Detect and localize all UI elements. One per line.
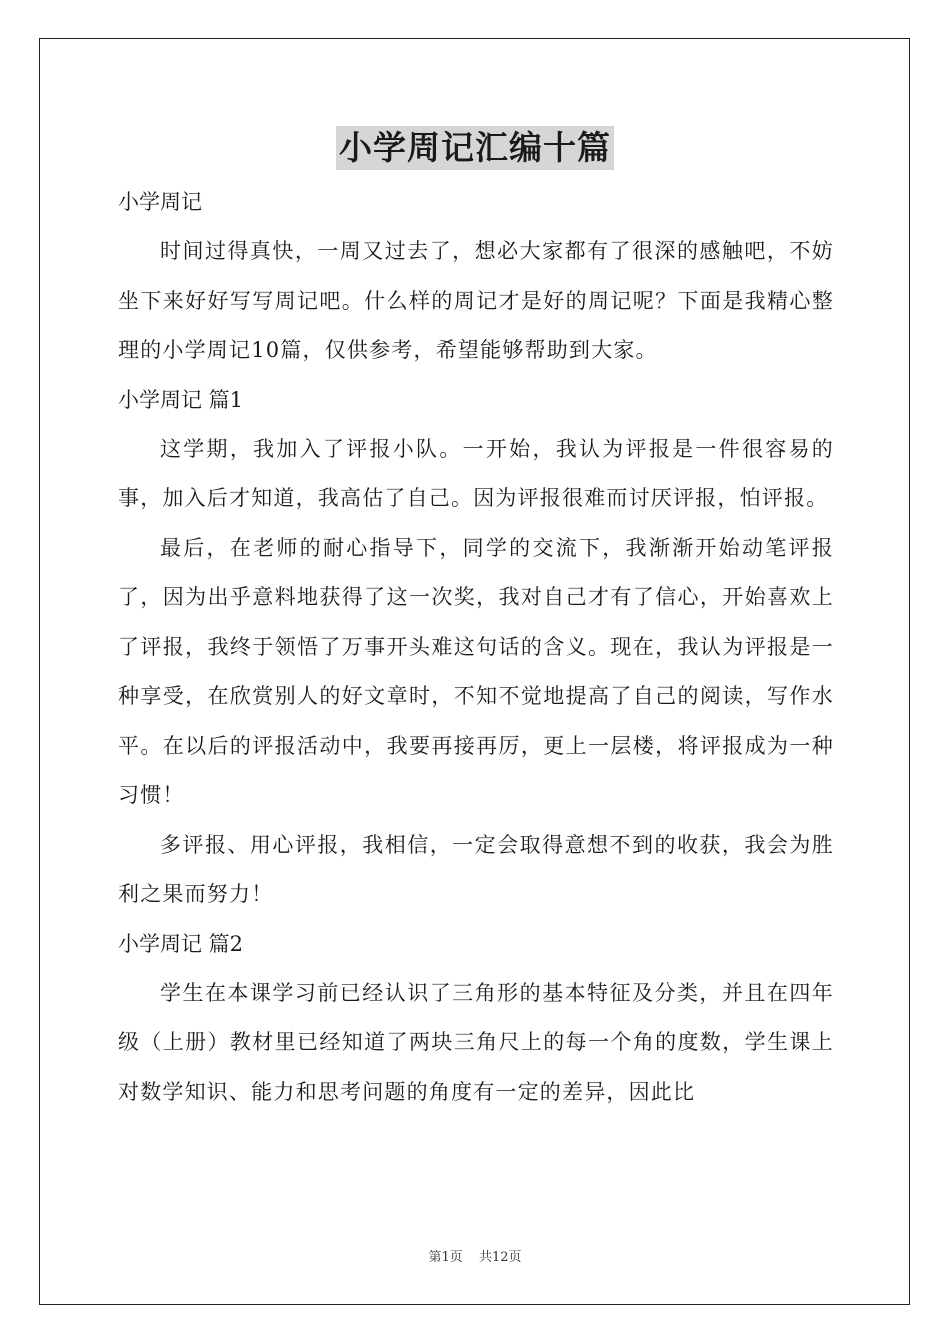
paragraph: 这学期，我加入了评报小队。一开始，我认为评报是一件很容易的事，加入后才知道，我高估了自己。因为评报很难而讨厌评报，怕评报。	[118, 436, 834, 510]
page-number: 第1页	[428, 1250, 463, 1265]
paragraph: 时间过得真快，一周又过去了，想必大家都有了很深的感触吧，不妨坐下来好好写写周记吧。什么样的周记才是好的周记呢？下面是我精心整理的小学周记10篇，仅供参考，希望能够帮助到大家。	[118, 239, 834, 362]
page-total: 共12页	[478, 1250, 522, 1265]
paragraph: 学生在本课学习前已经认识了三角形的基本特征及分类，并且在四年级（上册）教材里已经知道了两块三角尺上的每一个角的度数，学生课上对数学知识、能力和思考问题的角度有一定的差异，因此比	[118, 980, 834, 1104]
paragraph: 最后，在老师的耐心指导下，同学的交流下，我渐渐开始动笔评报了，因为出乎意料地获得了这一次奖，我对自己才有了信心，开始喜欢上了评报，我终于领悟了万事开头难这句话的含义。现在，我认为评报是一种享受，在欣赏别人的好文章时，不知不觉地提高了自己的阅读，写作水平。在以后的评报活动中，我要再接再厉，更上一层楼，将评报成为一种习惯！	[118, 535, 834, 807]
page-footer	[0, 1246, 950, 1265]
paragraph: 多评报、用心评报，我相信，一定会取得意想不到的收获，我会为胜利之果而努力！	[118, 832, 834, 906]
document-body	[118, 178, 834, 1117]
section-heading: 小学周记 篇1	[118, 387, 244, 412]
section-heading: 小学周记 篇2	[118, 931, 244, 956]
section-heading: 小学周记	[118, 190, 202, 214]
title-container	[0, 126, 950, 170]
document-title: 小学周记汇编十篇	[336, 126, 614, 170]
